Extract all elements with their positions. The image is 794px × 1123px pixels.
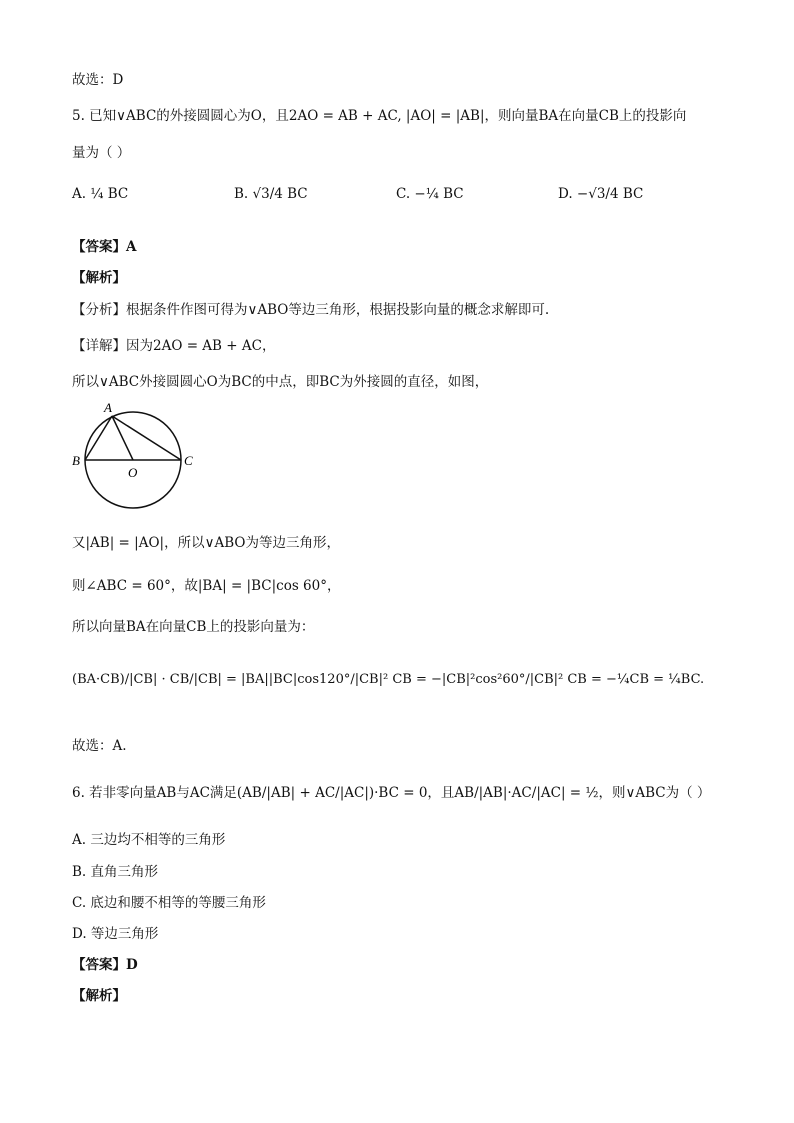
q6-option-c: C. 底边和腰不相等的等腰三角形 (72, 895, 266, 911)
q5-options (72, 186, 722, 216)
q5-solution-line3: 又|AB| = |AO|，所以∨ABO为等边三角形， (72, 535, 340, 551)
q5-stem-line1: 5. 已知∨ABC的外接圆圆心为O，且2AO = AB + AC, |AO| = |AB|，则向量BA在向量CB上的投影向 (72, 108, 687, 124)
q5-solution-line4: 则∠ABC = 60°，故|BA| = |BC|cos 60°， (72, 578, 341, 594)
prev-answer: 故选：D (72, 72, 124, 88)
q5-solution-line2: 所以∨ABC外接圆圆心O为BC的中点，即BC为外接圆的直径，如图， (72, 374, 489, 390)
q5-fenxi: 【分析】根据条件作图可得为∨ABO等边三角形，根据投影向量的概念求解即可. (72, 302, 550, 318)
q5-formula: (BA·CB)/|CB| · CB/|CB| = |BA||BC|cos120°/|CB|² CB = −|CB|²cos²60°/|CB|² CB = −¼CB = ¼BC. (72, 672, 705, 687)
label-a: A (104, 400, 112, 415)
q6-option-a: A. 三边均不相等的三角形 (72, 832, 226, 848)
label-o: O (128, 465, 138, 480)
q5-option-d: D. −√3/4 BC (558, 186, 644, 202)
q5-option-c: C. −¼ BC (396, 186, 464, 202)
label-c: C (184, 453, 193, 468)
q6-stem: 6. 若非零向量AB与AC满足(AB/|AB| + AC/|AC|)·BC = 0，且AB/|AB|·AC/|AC| = ½，则∨ABC为（ ） (72, 785, 711, 801)
q5-final: 故选：A. (72, 738, 127, 754)
q6-jiexi: 【解析】 (72, 988, 126, 1004)
q6-answer: 【答案】D (72, 957, 138, 973)
q5-answer: 【答案】A (72, 239, 137, 255)
q6-option-d: D. 等边三角形 (72, 926, 159, 942)
label-b: B (72, 453, 80, 468)
segment-ab (85, 416, 112, 460)
circle-figure (72, 398, 212, 516)
q5-option-a: A. ¼ BC (72, 186, 129, 202)
q5-xiangjie: 【详解】因为2AO = AB + AC， (72, 338, 276, 354)
q5-solution-line5: 所以向量BA在向量CB上的投影向量为： (72, 619, 315, 635)
q6-option-b: B. 直角三角形 (72, 864, 159, 880)
q5-stem-line2: 量为（ ） (72, 145, 131, 161)
q5-option-b: B. √3/4 BC (234, 186, 308, 202)
q5-jiexi: 【解析】 (72, 270, 126, 286)
